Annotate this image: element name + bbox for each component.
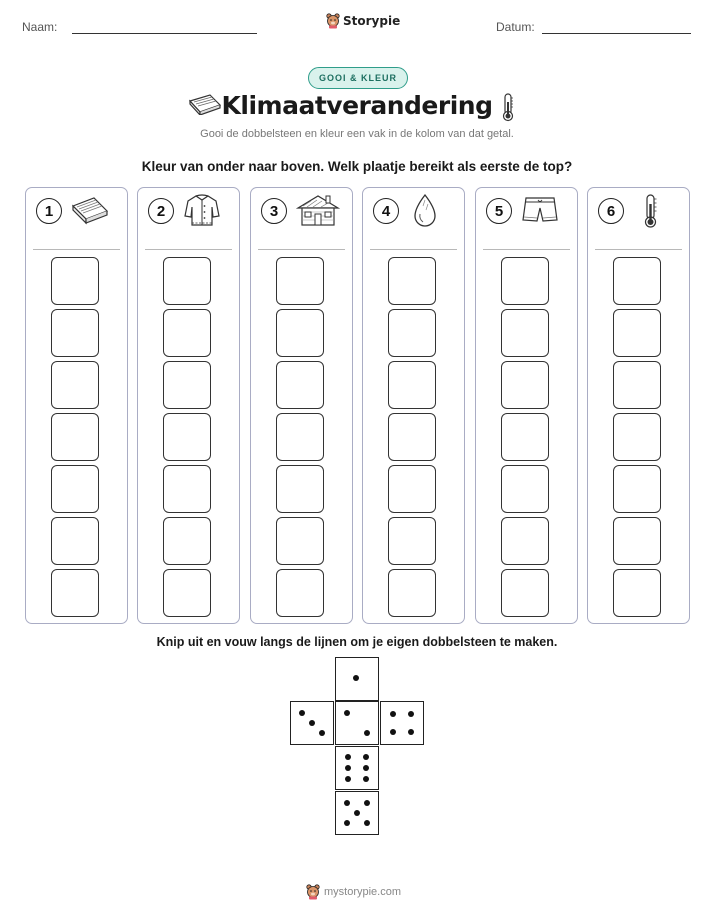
column-divider	[33, 249, 120, 250]
dice-pip	[363, 776, 369, 782]
page-title: Klimaatverandering	[221, 91, 493, 120]
color-cell[interactable]	[501, 465, 549, 513]
thermometer-icon	[632, 192, 668, 235]
color-cell[interactable]	[501, 517, 549, 565]
dice-pip	[344, 710, 350, 716]
color-cell[interactable]	[388, 257, 436, 305]
color-cell[interactable]	[613, 517, 661, 565]
dice-pip	[390, 729, 396, 735]
color-cell[interactable]	[613, 465, 661, 513]
footer-url[interactable]: mystorypie.com	[324, 886, 402, 898]
color-cell[interactable]	[163, 309, 211, 357]
color-cell[interactable]	[163, 257, 211, 305]
dice-pip	[319, 730, 325, 736]
dice-pip	[364, 820, 370, 826]
dice-pip	[363, 765, 369, 771]
dice-face-2	[335, 701, 379, 745]
column-divider	[145, 249, 232, 250]
name-line[interactable]	[72, 33, 257, 34]
color-cell[interactable]	[276, 413, 324, 461]
column-number: 1	[36, 198, 62, 224]
color-cell[interactable]	[163, 465, 211, 513]
footer	[306, 884, 401, 900]
dice-face-3	[290, 701, 334, 745]
brand-name: Storypie	[343, 14, 401, 28]
color-cell[interactable]	[51, 309, 99, 357]
house-icon	[295, 192, 341, 233]
color-cell[interactable]	[388, 569, 436, 617]
color-cell[interactable]	[51, 569, 99, 617]
color-cell[interactable]	[51, 517, 99, 565]
activity-badge: GOOI & KLEUR	[308, 67, 408, 89]
color-cell[interactable]	[51, 257, 99, 305]
dice-pip	[345, 776, 351, 782]
color-cell[interactable]	[388, 413, 436, 461]
column-number: 3	[261, 198, 287, 224]
dice-pip	[364, 800, 370, 806]
color-cell[interactable]	[276, 517, 324, 565]
column-4	[362, 187, 465, 624]
color-cell[interactable]	[388, 517, 436, 565]
color-cell[interactable]	[388, 465, 436, 513]
column-number: 6	[598, 198, 624, 224]
subtitle: Gooi de dobbelsteen en kleur een vak in de kolom van dat getal.	[200, 128, 514, 140]
thermometer-icon	[500, 92, 516, 127]
dice-face-1	[335, 657, 379, 701]
color-cell[interactable]	[388, 361, 436, 409]
brand-logo	[326, 13, 400, 29]
bear-logo-icon	[306, 884, 320, 900]
color-cell[interactable]	[276, 361, 324, 409]
coloring-instruction: Kleur van onder naar boven. Welk plaatje bereikt als eerste de top?	[141, 159, 573, 174]
color-cell[interactable]	[613, 413, 661, 461]
dice-net	[290, 657, 424, 835]
bear-logo-icon	[326, 13, 340, 29]
dice-pip	[354, 810, 360, 816]
name-label: Naam:	[22, 20, 58, 34]
dice-pip	[390, 711, 396, 717]
color-cell[interactable]	[613, 309, 661, 357]
color-cell[interactable]	[613, 361, 661, 409]
dice-pip	[408, 711, 414, 717]
dice-pip	[345, 754, 351, 760]
color-cell[interactable]	[613, 257, 661, 305]
dice-face-5	[335, 791, 379, 835]
color-cell[interactable]	[501, 413, 549, 461]
column-divider	[258, 249, 345, 250]
winter-coat-icon	[182, 192, 222, 233]
cut-instruction: Knip uit en vouw langs de lijnen om je eigen dobbelsteen te maken.	[156, 635, 558, 649]
color-cell[interactable]	[613, 569, 661, 617]
color-cell[interactable]	[51, 465, 99, 513]
color-cell[interactable]	[388, 309, 436, 357]
book-icon	[70, 192, 110, 231]
color-cell[interactable]	[501, 257, 549, 305]
dice-pip	[344, 800, 350, 806]
column-3	[250, 187, 353, 624]
color-cell[interactable]	[501, 569, 549, 617]
column-5	[475, 187, 578, 624]
color-cell[interactable]	[276, 257, 324, 305]
column-number: 4	[373, 198, 399, 224]
dice-pip	[344, 820, 350, 826]
dice-pip	[364, 730, 370, 736]
color-cell[interactable]	[501, 309, 549, 357]
column-number: 2	[148, 198, 174, 224]
date-label: Datum:	[496, 20, 535, 34]
color-cell[interactable]	[163, 413, 211, 461]
dice-pip	[353, 675, 359, 681]
column-divider	[595, 249, 682, 250]
column-1	[25, 187, 128, 624]
dice-face-6	[335, 746, 379, 790]
color-cell[interactable]	[51, 361, 99, 409]
dice-pip	[363, 754, 369, 760]
dice-face-4	[380, 701, 424, 745]
color-cell[interactable]	[163, 569, 211, 617]
dice-pip	[408, 729, 414, 735]
color-cell[interactable]	[501, 361, 549, 409]
column-divider	[483, 249, 570, 250]
color-cell[interactable]	[276, 569, 324, 617]
dice-pip	[345, 765, 351, 771]
dice-pip	[299, 710, 305, 716]
color-cell[interactable]	[163, 517, 211, 565]
shorts-icon	[520, 192, 560, 231]
color-cell[interactable]	[163, 361, 211, 409]
color-cell[interactable]	[276, 465, 324, 513]
column-divider	[370, 249, 457, 250]
water-drop-icon	[407, 192, 443, 233]
column-2	[137, 187, 240, 624]
color-cell[interactable]	[276, 309, 324, 357]
column-number: 5	[486, 198, 512, 224]
column-6	[587, 187, 690, 624]
color-cell[interactable]	[51, 413, 99, 461]
date-line[interactable]	[542, 33, 691, 34]
dice-pip	[309, 720, 315, 726]
